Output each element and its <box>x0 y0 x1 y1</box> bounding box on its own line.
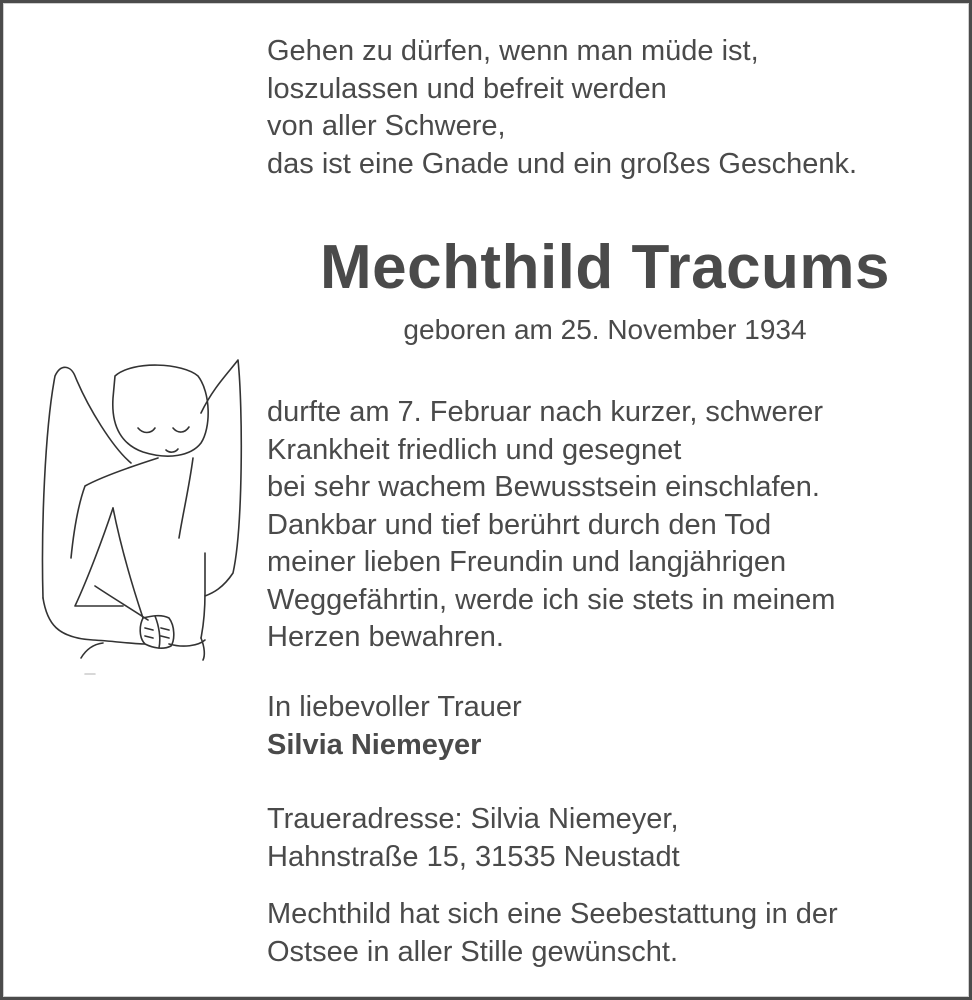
mourning-intro: In liebevoller Trauer <box>267 691 522 723</box>
poem-line: das ist eine Gnade und ein großes Geschenk. <box>267 147 858 180</box>
birth-date: geboren am 25. November 1934 <box>403 314 807 345</box>
death-announcement <box>267 394 835 657</box>
address-line: Hahnstraße 15, 31535 Neustadt <box>267 840 680 873</box>
poem-line: Gehen zu dürfen, wenn man müde ist, <box>267 35 759 67</box>
mourning-address <box>267 801 680 876</box>
burial-line: Mechthild hat sich eine Seebestattung in der <box>267 898 838 930</box>
mourning-signature <box>267 689 522 764</box>
poem-verse <box>267 33 857 183</box>
angel-line-drawing-icon <box>33 348 253 678</box>
message-line: Weggefährtin, werde ich sie stets in meinem <box>267 583 836 616</box>
burial-line: Ostsee in aller Stille gewünscht. <box>267 935 679 968</box>
message-line: bei sehr wachem Bewusstsein einschlafen. <box>267 471 820 503</box>
message-line: meiner lieben Freundin und langjährigen <box>267 546 787 578</box>
message-line: Herzen bewahren. <box>267 621 504 653</box>
message-line: Krankheit friedlich und gesegnet <box>267 433 682 466</box>
mourner-name: Silvia Niemeyer <box>267 728 482 761</box>
message-line: durfte am 7. Februar nach kurzer, schwerer <box>267 396 824 428</box>
poem-line: von aller Schwere, <box>267 110 506 142</box>
burial-note <box>267 896 838 971</box>
deceased-name: Mechthild Tracums <box>319 233 891 302</box>
message-line: Dankbar und tief berührt durch den Tod <box>267 508 772 541</box>
poem-line: loszulassen und befreit werden <box>267 72 667 105</box>
address-line: Traueradresse: Silvia Niemeyer, <box>267 803 679 835</box>
